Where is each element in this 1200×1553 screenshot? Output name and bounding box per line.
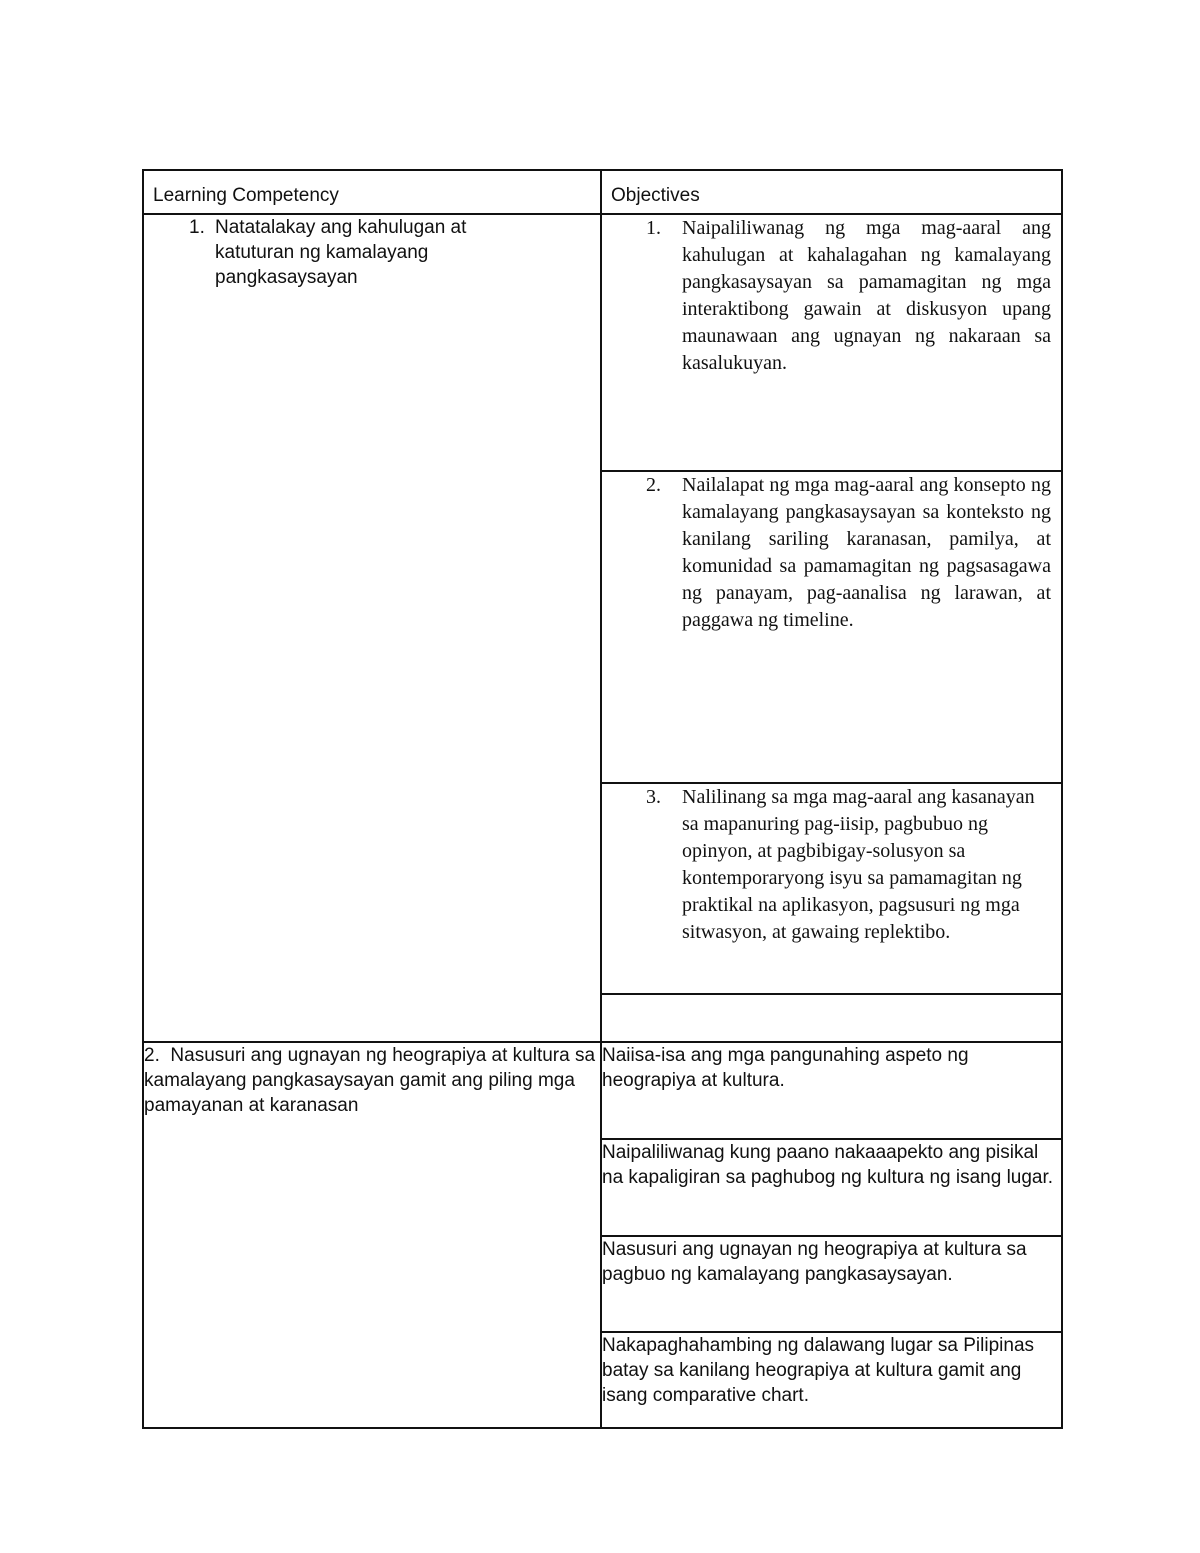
competency-number: 2. [144, 1045, 160, 1066]
table-header-row [143, 170, 1062, 214]
objective-number: 1. [646, 217, 661, 239]
objective-cell [601, 783, 1062, 994]
competency-number: 1. [189, 217, 205, 238]
objective-text: Nailalapat ng mga mag-aaral ang konsepto ng kamalayang pangkasaysayan sa konteksto ng kanilang sariling karanasan, pamilya, at komunidad sa pamamagitan ng pagsasagawa ng panayam, pag-aanalisa ng larawan, at paggawa ng timeline. [682, 474, 1051, 631]
objective-cell: Nasusuri ang ugnayan ng heograpiya at kultura sa pagbuo ng kamalayang pangkasaysayan. [601, 1236, 1062, 1332]
objective-cell [601, 214, 1062, 471]
table-row [143, 214, 1062, 471]
objective-cell [601, 471, 1062, 783]
competency-text: Natatalakay ang kahulugan at katuturan ng kamalayang pangkasaysayan [215, 217, 467, 288]
empty-objective-cell [601, 994, 1062, 1042]
objective-number: 3. [646, 786, 661, 808]
competency-cell-2 [143, 1042, 601, 1428]
objective-text: Naipaliliwanag ng mga mag-aaral ang kahulugan at kahalagahan ng kamalayang pangkasaysayan sa pamamagitan ng mga interaktibong gawain at diskusyon upang maunawaan ang ugnayan ng nakaraan sa kasalukuyan. [682, 217, 1051, 374]
objective-number: 2. [646, 474, 661, 496]
header-objectives: Objectives [601, 170, 1062, 214]
header-learning-competency: Learning Competency [143, 170, 601, 214]
competency-objectives-table [142, 169, 1063, 1429]
objective-cell: Naipaliliwanag kung paano nakaaapekto ang pisikal na kapaligiran sa paghubog ng kultura ng isang lugar. [601, 1139, 1062, 1236]
competency-text: Nasusuri ang ugnayan ng heograpiya at kultura sa kamalayang pangkasaysayan gamit ang piling mga pamayanan at karanasan [144, 1045, 596, 1116]
table-row [143, 1042, 1062, 1139]
objective-cell: Nakapaghahambing ng dalawang lugar sa Pilipinas batay sa kanilang heograpiya at kultura gamit ang isang comparative chart. [601, 1332, 1062, 1428]
objective-cell: Naiisa-isa ang mga pangunahing aspeto ng heograpiya at kultura. [601, 1042, 1062, 1139]
competency-cell-1 [143, 214, 601, 1042]
objective-text: Nalilinang sa mga mag-aaral ang kasanayan sa mapanuring pag-iisip, pagbubuo ng opinyon, at pagbibigay-solusyon sa kontemporaryong isyu sa pamamagitan ng praktikal na aplikasyon, pagsusuri ng mga sitwasyon, at gawaing replektibo. [682, 786, 1035, 943]
